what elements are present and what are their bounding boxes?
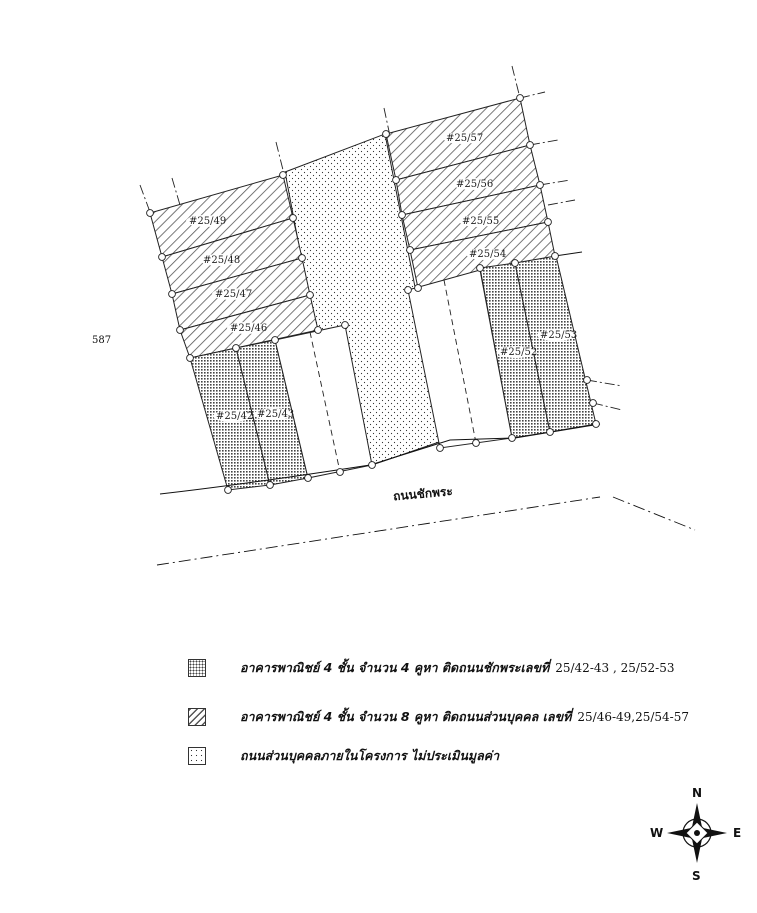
lot-label-25-47: #25/47 xyxy=(215,289,253,300)
legend-text: อาคารพาณิชย์ 4 ชั้น จำนวน 8 คูหา ติดถนนส่วนบุคคล เลขที่ xyxy=(240,709,572,724)
compass-rose-icon xyxy=(650,786,741,883)
road-center-lines xyxy=(157,497,695,565)
legend-numbers: 25/42-43 , 25/52-53 xyxy=(555,661,675,675)
lot-label-25-53: #25/53 xyxy=(540,330,578,341)
side-number: 587 xyxy=(92,335,112,346)
lot-label-25-54: #25/54 xyxy=(469,249,507,260)
legend-row-shophouse-main-road xyxy=(188,658,675,678)
dotted-swatch xyxy=(188,747,206,765)
legend-row-private-road xyxy=(188,746,499,766)
lot-label-25-43: #25/43 xyxy=(257,409,295,420)
compass-east: E xyxy=(733,826,742,840)
lot-label-25-56: #25/56 xyxy=(456,179,494,190)
lot-label-25-55: #25/55 xyxy=(462,216,500,227)
lot-label-25-52: #25/52 xyxy=(500,347,538,358)
lot-label-25-57: #25/57 xyxy=(446,133,484,144)
compass-north: N xyxy=(692,786,703,800)
lot-label-25-42: #25/42 xyxy=(216,411,254,422)
legend-text: อาคารพาณิชย์ 4 ชั้น จำนวน 4 คูหา ติดถนนชักพระเลขที่ xyxy=(240,660,550,675)
diagonal-hatch-swatch xyxy=(188,708,206,726)
cross-hatch-swatch xyxy=(188,659,206,677)
road-name-label: ถนนชักพระ xyxy=(392,484,454,504)
legend-numbers: 25/46-49,25/54-57 xyxy=(577,710,690,724)
compass-south: S xyxy=(692,869,701,883)
lot-label-25-48: #25/48 xyxy=(203,255,241,266)
lot-label-25-46: #25/46 xyxy=(230,323,268,334)
compass-west: W xyxy=(650,826,664,840)
legend-row-shophouse-private-road xyxy=(188,707,689,727)
lot-label-25-49: #25/49 xyxy=(189,216,227,227)
legend-text: ถนนส่วนบุคคลภายในโครงการ ไม่ประเมินมูลค่า xyxy=(240,748,500,763)
